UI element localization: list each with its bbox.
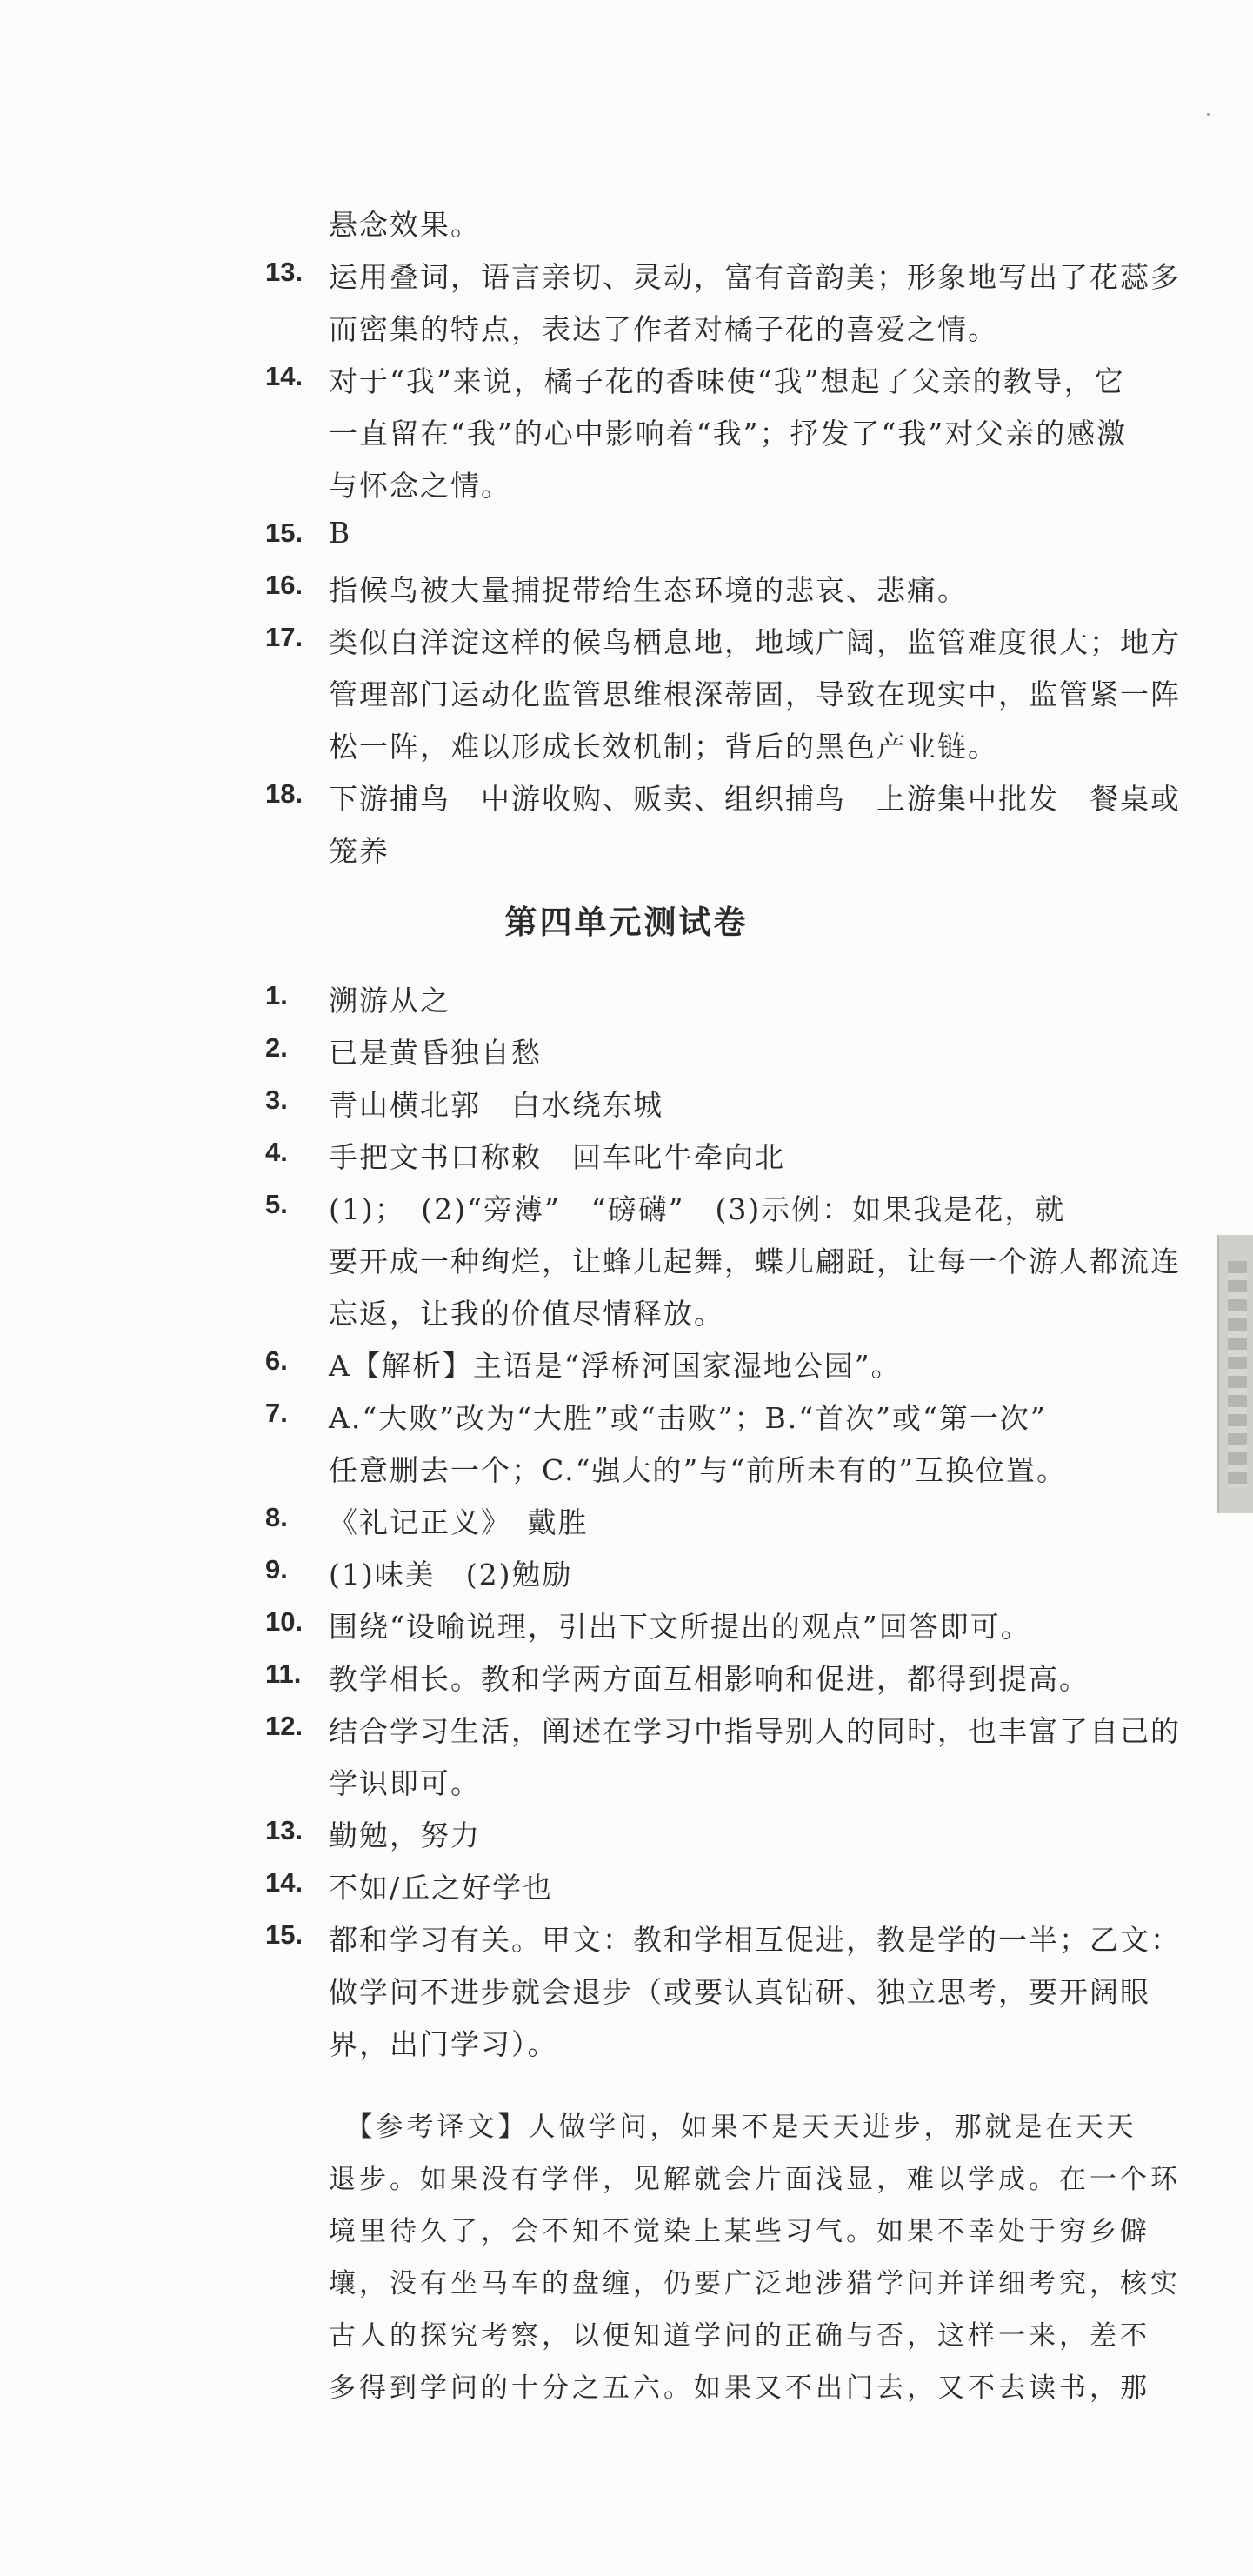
answer-line: 下游捕鸟 中游收购、贩卖、组织捕鸟 上游集中批发 餐桌或 xyxy=(329,782,1181,816)
translation-line: 壤，没有坐马车的盘缠，仍要广泛地涉猎学问并详细考究，核实 xyxy=(329,2268,1181,2299)
answer-line: 类似白洋淀这样的候鸟栖息地，地域广阔，监管难度很大；地方 xyxy=(329,625,1181,659)
answer-number: 15. xyxy=(265,517,303,548)
answer-number: 13. xyxy=(265,1815,303,1845)
answer-number: 18. xyxy=(265,778,303,809)
translation-line: 【参考译文】人做学问，如果不是天天进步，那就是在天天 xyxy=(329,2112,1137,2143)
section-title: 第四单元测试卷 xyxy=(504,904,749,941)
answer-number: 5. xyxy=(265,1189,288,1219)
answer-line: 结合学习生活，阐述在学习中指导别人的同时，也丰富了自己的 xyxy=(329,1714,1181,1748)
answer-line: (1)味美 (2)勉励 xyxy=(329,1558,573,1592)
answer-line: 管理部门运动化监管思维根深蒂固，导致在现实中，监管紧一阵 xyxy=(329,677,1181,711)
answer-line: 指候鸟被大量捕捉带给生态环境的悲哀、悲痛。 xyxy=(329,573,968,607)
answer-line: (1)； (2)“旁薄” “磅礴” (3)示例：如果我是花，就 xyxy=(329,1192,1066,1226)
answer-line: 笼养 xyxy=(329,834,390,868)
answer-number: 13. xyxy=(265,257,303,287)
answer-number: 2. xyxy=(265,1032,288,1063)
answer-number: 3. xyxy=(265,1084,288,1115)
page-edge-tab xyxy=(1217,1235,1253,1513)
answer-line: 界，出门学习）。 xyxy=(329,2027,558,2061)
answer-line: 学识即可。 xyxy=(329,1766,481,1800)
answer-number: 1. xyxy=(265,980,288,1011)
answer-line: 勤勉，努力 xyxy=(329,1819,481,1852)
answer-line: 不如/丘之好学也 xyxy=(329,1871,554,1905)
answer-line: 围绕“设喻说理，引出下文所提出的观点”回答即可。 xyxy=(329,1610,1031,1644)
answer-number: 17. xyxy=(265,622,303,652)
answer-number: 12. xyxy=(265,1711,303,1741)
answer-number: 14. xyxy=(265,361,303,391)
answer-line: 做学问不进步就会退步（或要认真钻研、独立思考，要开阔眼 xyxy=(329,1975,1150,2009)
answer-line: 要开成一种绚烂，让蜂儿起舞，蝶儿翩跹，让每一个游人都流连 xyxy=(329,1245,1181,1278)
answer-line: 松一阵，难以形成长效机制；背后的黑色产业链。 xyxy=(329,730,998,764)
translation-line: 多得到学问的十分之五六。如果又不出门去，又不去读书，那 xyxy=(329,2372,1150,2404)
answer-line: 教学相长。教和学两方面互相影响和促进，都得到提高。 xyxy=(329,1662,1090,1696)
answer-line: A.“大败”改为“大胜”或“击败”；B.“首次”或“第一次” xyxy=(329,1401,1047,1435)
answer-line: 任意删去一个；C.“强大的”与“前所未有的”互换位置。 xyxy=(329,1453,1068,1487)
answer-line: 已是黄昏独自愁 xyxy=(329,1036,542,1070)
answer-line: 而密集的特点，表达了作者对橘子花的喜爱之情。 xyxy=(329,312,998,346)
answer-number: 7. xyxy=(265,1398,288,1428)
translation-line: 退步。如果没有学伴，见解就会片面浅显，难以学成。在一个环 xyxy=(329,2164,1181,2195)
scan-speck xyxy=(1207,113,1210,116)
answer-number: 8. xyxy=(265,1502,288,1532)
answer-line: 与怀念之情。 xyxy=(329,469,511,503)
answer-line: 《礼记正义》 戴胜 xyxy=(329,1505,589,1539)
answer-number: 14. xyxy=(265,1867,303,1898)
answer-line: 悬念效果。 xyxy=(329,208,481,242)
answer-line: 都和学习有关。甲文：教和学相互促进，教是学的一半；乙文： xyxy=(329,1923,1181,1957)
answer-number: 10. xyxy=(265,1606,303,1637)
translation-line: 境里待久了，会不知不觉染上某些习气。如果不幸处于穷乡僻 xyxy=(329,2216,1150,2247)
answer-line: 青山横北郭 白水绕东城 xyxy=(329,1088,663,1122)
answer-line: 运用叠词，语言亲切、灵动，富有音韵美；形象地写出了花蕊多 xyxy=(329,260,1181,294)
answer-line: 溯游从之 xyxy=(329,984,450,1018)
answer-line: 一直留在“我”的心中影响着“我”；抒发了“我”对父亲的感激 xyxy=(329,417,1128,450)
translation-line: 古人的探究考察，以便知道学问的正确与否，这样一来，差不 xyxy=(329,2320,1150,2352)
answer-line: 对于“我”来说，橘子花的香味使“我”想起了父亲的教导，它 xyxy=(329,364,1125,398)
answer-number: 9. xyxy=(265,1554,288,1585)
answer-line: A【解析】主语是“浮桥河国家湿地公园”。 xyxy=(329,1349,902,1383)
answer-number: 4. xyxy=(265,1137,288,1167)
answer-number: 11. xyxy=(265,1658,302,1689)
answer-number: 6. xyxy=(265,1345,288,1376)
answer-number: 15. xyxy=(265,1919,303,1950)
answer-line: 忘返，让我的价值尽情释放。 xyxy=(329,1297,724,1331)
answer-number: 16. xyxy=(265,570,303,600)
answer-line: 手把文书口称敕 回车叱牛牵向北 xyxy=(329,1140,785,1174)
answer-line: B xyxy=(329,516,352,550)
